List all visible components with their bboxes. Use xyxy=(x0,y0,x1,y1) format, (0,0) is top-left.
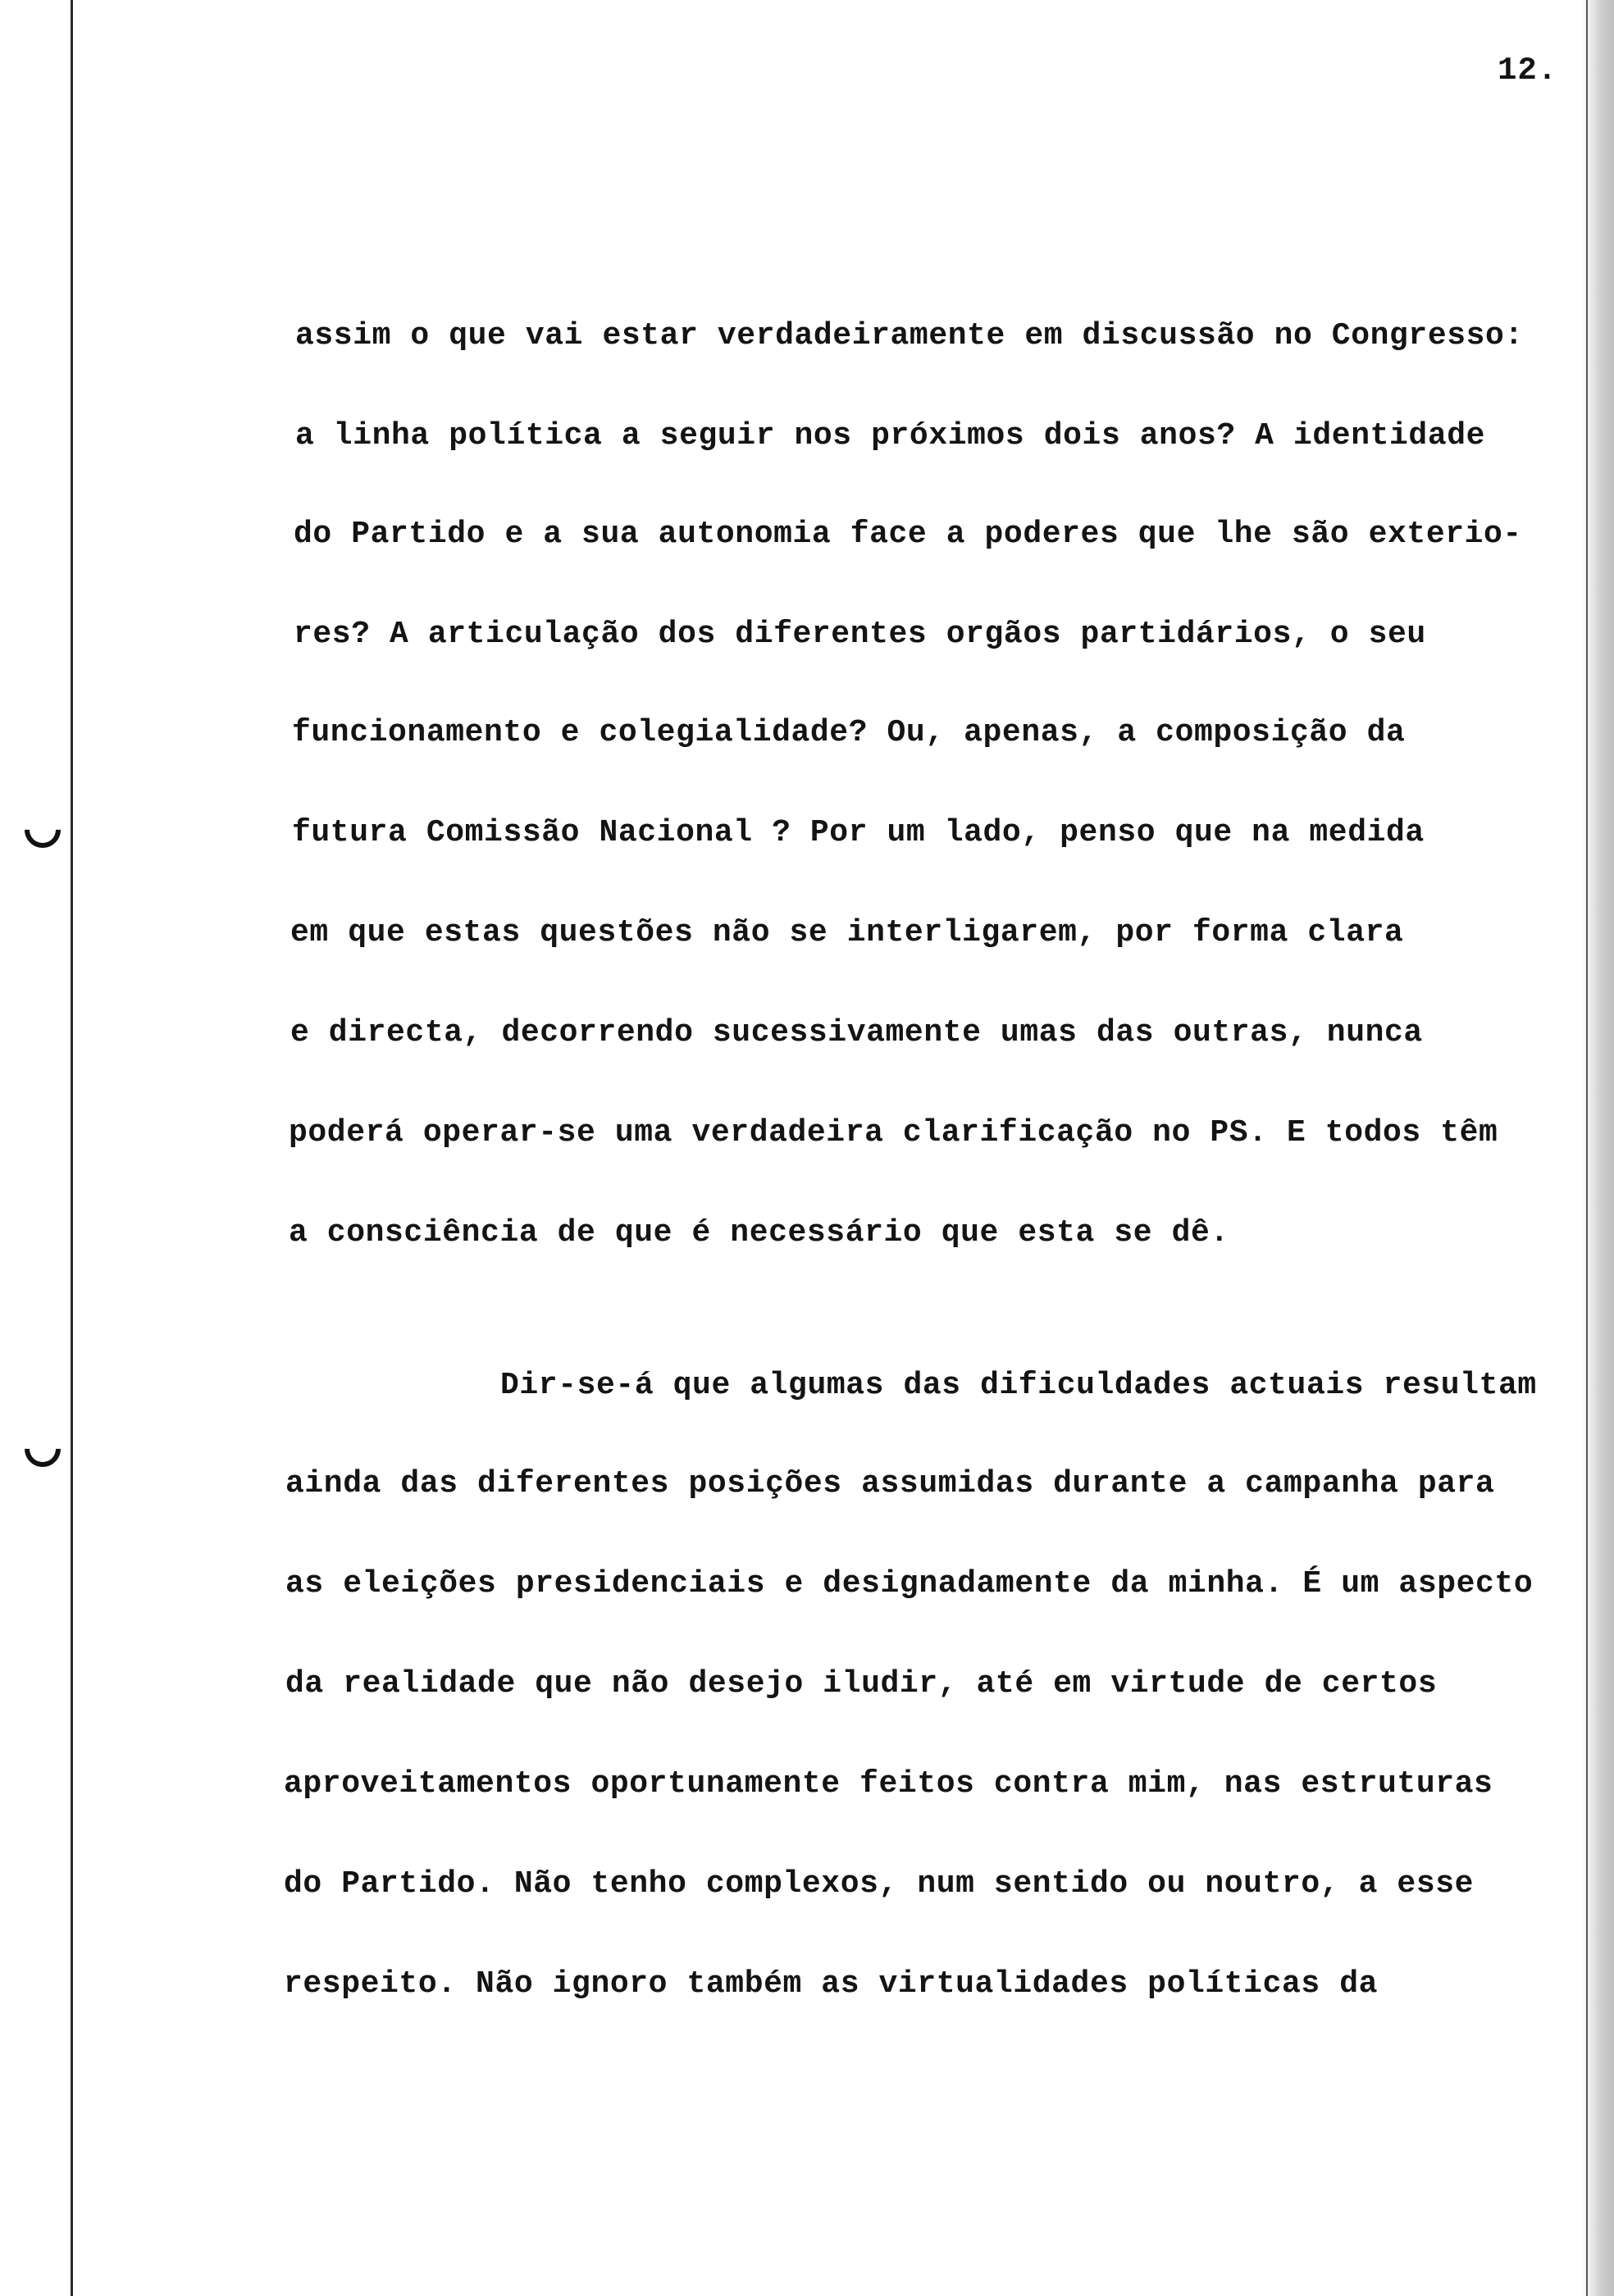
page-number: 12. xyxy=(1498,52,1558,89)
text-line: do Partido. Não tenho complexos, num sentido ou noutro, a esse xyxy=(284,1866,1475,1902)
text-line: a linha política a seguir nos próximos dois anos? A identidade xyxy=(295,418,1486,453)
text-line: futura Comissão Nacional ? Por um lado, penso que na medida xyxy=(292,815,1425,850)
punch-hole-icon xyxy=(17,1424,68,1474)
text-line: em que estas questões não se interligarem, por forma clara xyxy=(290,915,1404,950)
page-edge-line xyxy=(1586,0,1588,2296)
text-line: ainda das diferentes posições assumidas durante a campanha para xyxy=(285,1466,1495,1501)
text-line: a consciência de que é necessário que esta se dê. xyxy=(289,1215,1229,1250)
text-line: as eleições presidenciais e designadamente da minha. É um aspecto xyxy=(285,1566,1534,1601)
text-line: aproveitamentos oportunamente feitos contra mim, nas estruturas xyxy=(284,1766,1493,1802)
text-line: funcionamento e colegialidade? Ou, apenas, a composição da xyxy=(292,715,1406,750)
text-line: do Partido e a sua autonomia face a poderes que lhe são exterio- xyxy=(294,517,1522,552)
text-line: e directa, decorrendo sucessivamente umas das outras, nunca xyxy=(290,1015,1423,1050)
text-line: poderá operar-se uma verdadeira clarificação no PS. E todos têm xyxy=(289,1115,1498,1150)
text-line: Dir-se-á que algumas das dificuldades actuais resultam xyxy=(500,1368,1537,1403)
text-line: res? A articulação dos diferentes orgãos partidários, o seu xyxy=(294,617,1426,652)
text-line: respeito. Não ignoro também as virtualidades políticas da xyxy=(284,1966,1379,2002)
punch-hole-icon xyxy=(17,804,68,855)
text-line: da realidade que não desejo iludir, até em virtude de certos xyxy=(285,1666,1438,1702)
text-line: assim o que vai estar verdadeiramente em discussão no Congresso: xyxy=(295,318,1524,353)
binding-margin-rule xyxy=(71,0,73,2296)
